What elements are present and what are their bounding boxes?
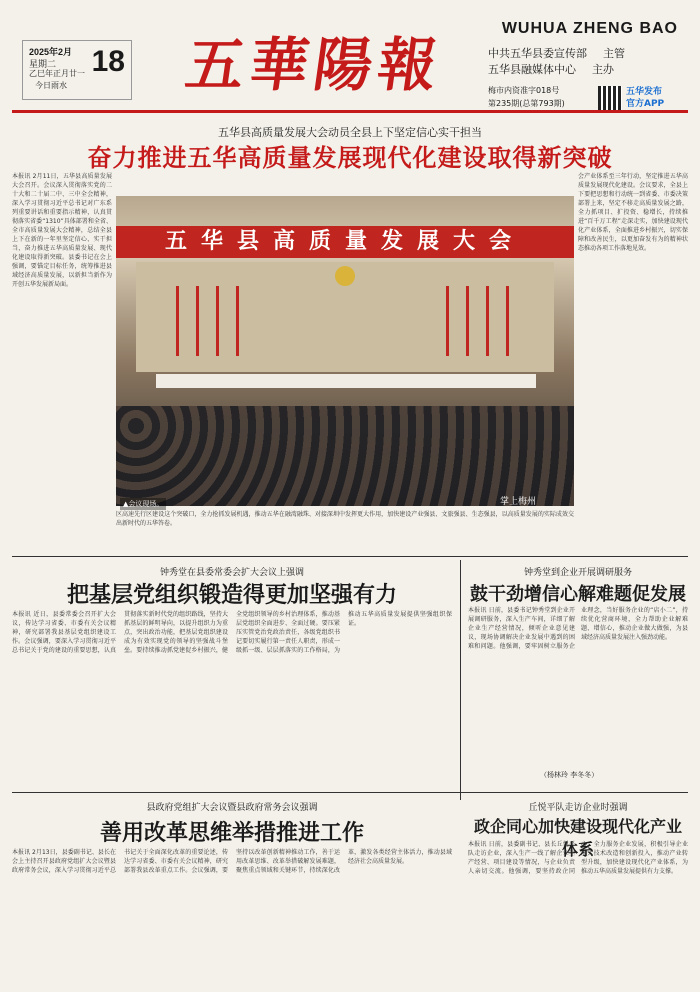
date: 2025年2月 [29, 47, 73, 57]
story3-byline: （杨林玲 李冬冬） [540, 771, 599, 779]
app-sub: 官方APP [626, 99, 665, 109]
publisher-info [488, 46, 625, 78]
story2-body: 本报讯 近日，县委常委会召开扩大会议，传达学习省委、市委有关会议精神，研究部署我县基层党组织建设工作。会议强调，要深入学习贯彻习近平总书记关于党的建设的重要思想，认真贯彻落实新时代党的组织路线，坚持大抓基层的鲜明导向，以提升组织力为重点，突出政治功能，把基层党组织建设成为有效实现党的领导的坚强战斗堡垒。要持续推动抓党建促乡村振兴，健全党组织领导的乡村治理体系，推动基层党组织全面进步、全面过硬。要压紧压实管党治党政治责任，各级党组织书记要切实履行第一责任人职责，形成一级抓一级、层层抓落实的工作格局，为推动五华高质量发展提供坚强组织保证。 [12, 611, 452, 654]
story2-headline[interactable]: 把基层党组织锻造得更加坚强有力 [66, 583, 397, 608]
cn-number: 梅市内资准字018号 [488, 86, 560, 95]
newspaper-logo: 五華陽報 [181, 31, 448, 99]
section-divider [12, 556, 688, 557]
photo-credit: 掌上梅州 [500, 497, 537, 507]
flag-icon [236, 286, 239, 356]
flag-icon [466, 286, 469, 356]
meeting-photo[interactable] [116, 196, 574, 506]
story5-body: 本报讯 日前，县委副书记、县长丘悦平队走访企业，深入生产一线了解企业生产经营、项目建设等情况，与企业负责人亲切交流。他强调，要坚持政企同心，全力服务企业发展，积极引导企业加大技术改造和创新投入，推动产业转型升级，加快建设现代化产业体系，为推动五华高质量发展提供有力支撑。 [468, 841, 688, 875]
host-role: 主办 [592, 63, 614, 76]
meeting-banner: 五华县高质量发展大会 [116, 226, 574, 258]
issue-number: 第235期(总第793期) [488, 99, 565, 108]
registration-info [488, 84, 565, 110]
story3-body: 本报讯 日前，县委书记钟秀堂到企业开展调研服务，深入生产车间，详细了解企业生产经营情况，倾听企业意见建议，现场协调解决企业发展中遇到的困难和问题。他强调，要牢固树立服务企业理念，当好服务企业的“店小二”，持续优化营商环境，全力帮助企业解难题、增信心，推动企业做大做强，为县域经济高质量发展注入强劲动能。 [468, 607, 688, 650]
lead-text-left: 本报讯 2月11日，五华县高质量发展大会召开。会议深入贯彻落实党的二十大和二十届二中、三中全会精神，深入学习贯彻习近平总书记对广东系列重要讲话和重要指示精神，认真贯彻落实省委“1310”具体部署和全省、全市高质量发展大会精神，总结全县上下在新的一年里坚定信心、实干担当，奋力推进五华高质量发展、现代化建设取得新突破。县委书记在会上强调，要锚定目标任务，统筹推进县域经济高质量发展，以新担当新作为开创五华发展新局面。 [12, 173, 112, 288]
flag-icon [486, 286, 489, 356]
masthead [12, 10, 688, 108]
flag-icon [506, 286, 509, 356]
lead-text-bottom: 区高速先行区建设这个突破口，全力抢抓发展机遇，推动五华在融湾融珠、对接深圳中发挥更大作用，加快建设产业强县、文旅强县、生态强县，以高质量发展的实际成效交出新时代的五华答卷。 [116, 511, 574, 527]
story5-kicker: 丘悦平队走访企业时强调 [528, 803, 628, 813]
rostrum-table [156, 374, 536, 388]
newspaper-pinyin: WUHUA ZHENG BAO [501, 20, 678, 37]
date-box [22, 40, 132, 100]
story4-headline[interactable]: 善用改革思维举措推进工作 [99, 821, 364, 846]
lunar-date: 乙巳年正月廿一 [29, 69, 85, 78]
flag-icon [196, 286, 199, 356]
flag-icon [446, 286, 449, 356]
solar-term: 今日雨水 [35, 81, 67, 90]
audience [116, 406, 574, 506]
story4-body: 本报讯 2月13日，县委副书记、县长在会上主持召开县政府党组扩大会议暨县政府常务会议，深入学习贯彻习近平总书记关于全面深化改革的重要论述，传达学习省委、市委有关会议精神，研究部署我县改革重点工作。会议强调，要坚持以改革创新精神推动工作，善于运用改革思维、改革举措破解发展难题，聚焦重点领域和关键环节，持续深化改革，激发各类经营主体活力，推动县域经济社会高质量发展。 [12, 849, 452, 874]
photo-caption: ▲会议现场。 [120, 498, 166, 510]
story3-kicker: 钟秀堂到企业开展调研服务 [523, 568, 632, 578]
sponsor-role: 主管 [603, 47, 625, 60]
qr-code-icon[interactable] [598, 86, 622, 110]
lead-kicker: 五华县高质量发展大会动员全县上下坚定信心实干担当 [218, 126, 482, 139]
section-divider [12, 792, 688, 793]
flag-icon [176, 286, 179, 356]
app-promo[interactable] [626, 86, 664, 110]
app-name: 五华发布 [626, 87, 663, 97]
day-number: 18 [91, 45, 125, 78]
masthead-rule [12, 110, 688, 113]
lead-headline[interactable]: 奋力推进五华高质量发展现代化建设取得新突破 [87, 144, 613, 172]
emblem-icon [335, 266, 355, 286]
flag-icon [216, 286, 219, 356]
host-org: 五华县融媒体中心 [488, 63, 576, 76]
lead-text-right: 会产业体系至三年行动，坚定推进五华高质量发展现代化建设。会议要求，全县上下要把思想和行动统一到省委、市委决策部署上来，坚定不移走高质量发展之路，全力抓项目、扩投资、稳增长，持续推进“百千万工程”走深走实，加快建设现代化产业体系，全面推进乡村振兴，切实保障和改善民生，以更加奋发有为的精神状态推动各项工作落地见效。 [578, 173, 688, 252]
sponsor-org: 中共五华县委宣传部 [488, 47, 587, 60]
story5-headline[interactable]: 政企同心加快建设现代化产业体系 [473, 817, 682, 859]
story4-kicker: 县政府党组扩大会议暨县政府常务会议强调 [146, 803, 318, 813]
story2-kicker: 钟秀堂在县委常委会扩大会议上强调 [159, 568, 304, 578]
weekday: 星期二 [29, 59, 57, 69]
column-divider [460, 560, 461, 800]
story3-headline[interactable]: 鼓干劲增信心解难题促发展 [470, 584, 686, 605]
